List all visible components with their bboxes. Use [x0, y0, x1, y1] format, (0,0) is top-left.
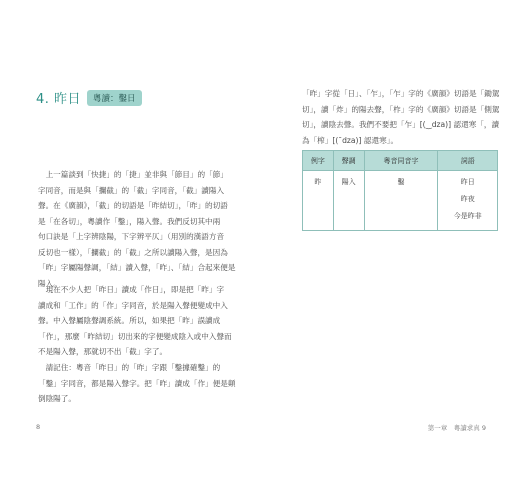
word-item: 今是昨非: [453, 212, 482, 220]
table-cell-words: [438, 171, 498, 231]
table-cell-example: 昨: [303, 171, 334, 231]
table-header-row: [303, 151, 498, 171]
table-cell-tone: 陽入: [333, 171, 364, 231]
right-page: [260, 0, 520, 500]
body-paragraph: 上一篇談到「快捷」的「捷」並非與「節目」的「節」 字同音，而是與「攔截」的「截」字同音，「截」讀陽入 聲。在《廣韻》，「截」的切語是「昨結切」，「昨」的切語 是「在各切」，粵讀作「鑿」，陽入聲。我們反切其中兩 句口訣是「上字辨陰陽，下字辨平仄」（用別的漢語方音 反切也一樣），「攔截」的「截」之所以讀陽入聲，是因為 「昨」字屬陽聲調，「結」讀入聲，「昨」、「結」合起來便是 陽入。: [38, 170, 236, 288]
table-row: [303, 171, 498, 231]
body-paragraph: 現在不少人把「昨日」讀成「作日」，即是把「昨」字 讀成和「工作」的「作」字同音，於是陽入聲便變成中入 聲。中入聲屬陰聲調系統。所以，如果把「昨」誤讀成 「作」，那麼「昨結切」切出來的字便變成陰入或中入聲而 不是陽入聲，那就切不出「截」字了。: [38, 285, 232, 356]
pronunciation-badge: 粵讀：鑿日: [87, 90, 142, 106]
body-paragraph: 請記住：粵音「昨日」的「昨」字跟「鑿據確鑿」的 「鑿」字同音，都是陽入聲字。把「昨」讀成「作」便是顛 倒陰陽了。: [38, 363, 236, 403]
table-header: 粵音同音字: [364, 151, 438, 171]
chapter-label: 第一章 粵讀求真: [427, 424, 480, 432]
page-number: 9: [481, 424, 486, 432]
table-header: 聲調: [333, 151, 364, 171]
section-heading: [36, 88, 142, 107]
word-item: 昨夜: [460, 195, 475, 203]
body-paragraph: 「昨」字從「日」、「乍」，「乍」字的《廣韻》切語是「鋤駕 切」，讀「炸」的陽去聲，「柞」字的《廣韻》切語是「側駕 切」，讀陰去聲。我們不要把「乍」[(‿dza)] 認還寒「，讀 為「榨」[(ˉdza)] 認還寒」。: [302, 89, 500, 145]
table-header: 例字: [303, 151, 334, 171]
section-title: 4. 昨日: [36, 92, 82, 107]
table-cell-homophone: 鑿: [364, 171, 438, 231]
table-header: 詞語: [438, 151, 498, 171]
word-item: 昨日: [460, 178, 475, 186]
pronunciation-table: [302, 150, 498, 231]
page-footer: [428, 423, 486, 432]
page-number: 8: [36, 423, 41, 431]
